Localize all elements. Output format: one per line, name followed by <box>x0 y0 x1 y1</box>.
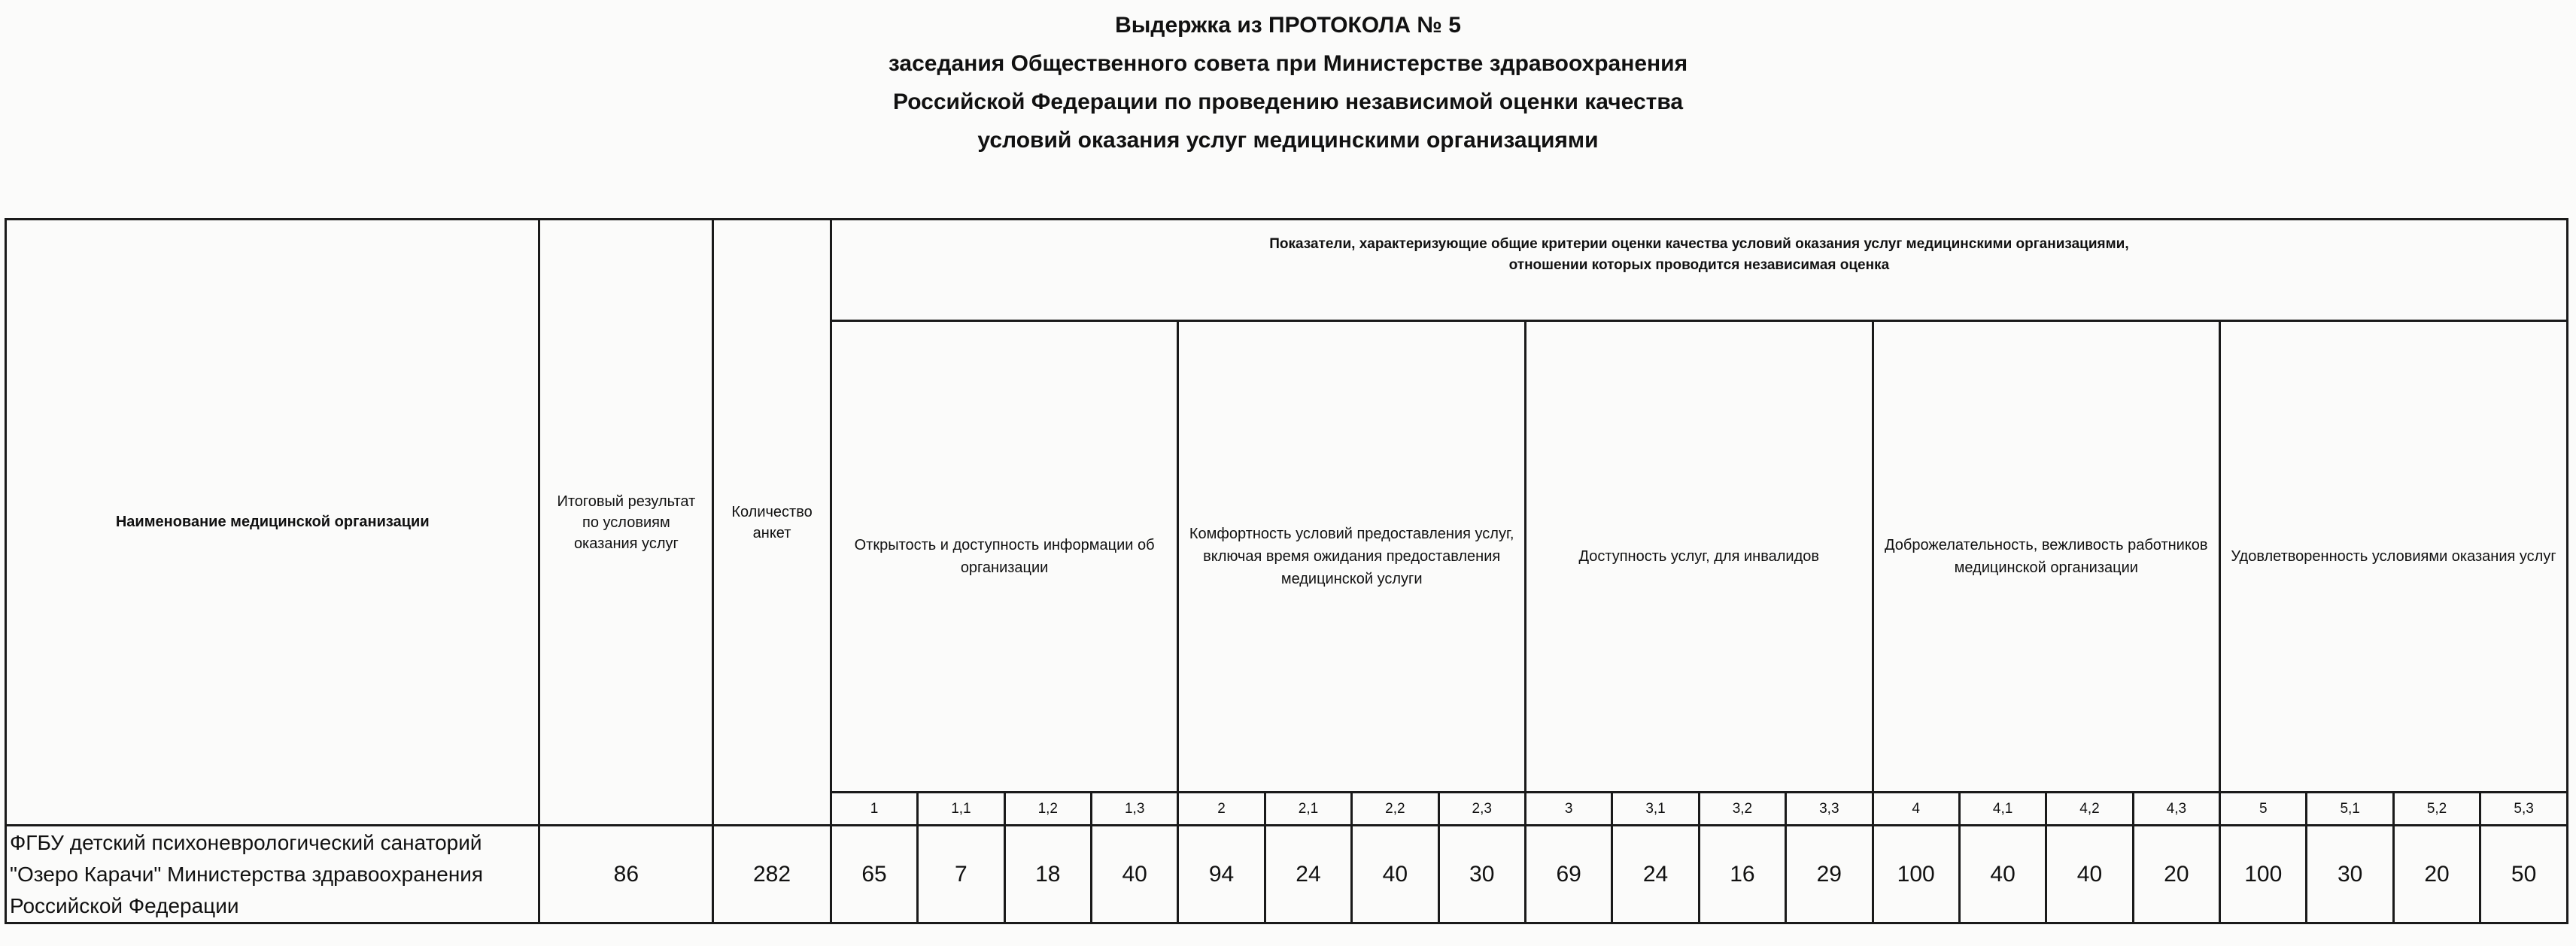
title-line-3: Российской Федерации по проведению независимой оценки качества <box>892 89 1684 114</box>
result-cell: 86 <box>539 826 713 923</box>
value-cell: 20 <box>2133 826 2219 923</box>
group-satisfaction: Удовлетворенность условиями оказания услуг <box>2220 321 2568 793</box>
count-cell: 282 <box>713 826 831 923</box>
protocol-title <box>0 0 2576 159</box>
index-cell: 4,2 <box>2046 793 2133 826</box>
index-cell: 1,1 <box>918 793 1004 826</box>
value-cell: 16 <box>1699 826 1785 923</box>
value-cell: 30 <box>2307 826 2393 923</box>
value-cell: 65 <box>831 826 917 923</box>
value-cell: 40 <box>2046 826 2133 923</box>
value-cell: 30 <box>1438 826 1525 923</box>
value-cell: 69 <box>1525 826 1612 923</box>
index-cell: 4,1 <box>1959 793 2046 826</box>
header-org-name: Наименование медицинской организации <box>6 220 539 826</box>
value-cell: 40 <box>1352 826 1438 923</box>
org-name-cell: ФГБУ детский психоневрологический санаторий "Озеро Карачи" Министерства здравоохранения Российской Федерации <box>6 826 539 923</box>
header-criteria <box>831 220 2567 321</box>
criteria-line-1: Показатели, характеризующие общие критерии оценки качества условий оказания услуг медицинскими организациями, <box>1269 236 2129 252</box>
value-cell: 24 <box>1612 826 1699 923</box>
index-cell: 5,2 <box>2393 793 2480 826</box>
index-cell: 1 <box>831 793 917 826</box>
value-cell: 24 <box>1265 826 1351 923</box>
value-cell: 29 <box>1786 826 1873 923</box>
index-cell: 4 <box>1873 793 1959 826</box>
header-result: Итоговый результат по условиям оказания услуг <box>539 220 713 826</box>
value-cell: 100 <box>2220 826 2307 923</box>
group-accessibility: Доступность услуг, для инвалидов <box>1525 321 1873 793</box>
value-cell: 20 <box>2393 826 2480 923</box>
index-cell: 2,3 <box>1438 793 1525 826</box>
index-cell: 5,1 <box>2307 793 2393 826</box>
table-row <box>6 826 2568 923</box>
index-cell: 1,3 <box>1091 793 1177 826</box>
group-openness: Открытость и доступность информации об организации <box>831 321 1178 793</box>
criteria-line-2: отношении которых проводится независимая оценка <box>1508 257 1890 273</box>
index-cell: 3,1 <box>1612 793 1699 826</box>
group-comfort: Комфортность условий предоставления услуг, включая время ожидания предоставления медицинской услуги <box>1178 321 1526 793</box>
index-cell: 2,2 <box>1352 793 1438 826</box>
index-cell: 4,3 <box>2133 793 2219 826</box>
index-cell: 2,1 <box>1265 793 1351 826</box>
value-cell: 7 <box>918 826 1004 923</box>
title-line-2: заседания Общественного совета при Министерстве здравоохранения <box>888 51 1688 76</box>
index-cell: 3,3 <box>1786 793 1873 826</box>
value-cell: 50 <box>2480 826 2568 923</box>
group-courtesy: Доброжелательность, вежливость работников медицинской организации <box>1873 321 2220 793</box>
value-cell: 94 <box>1178 826 1265 923</box>
index-cell: 1,2 <box>1004 793 1091 826</box>
value-cell: 100 <box>1873 826 1959 923</box>
assessment-table <box>5 218 2568 924</box>
value-cell: 40 <box>1959 826 2046 923</box>
title-line-4: условий оказания услуг медицинскими организациями <box>977 128 1599 153</box>
index-cell: 2 <box>1178 793 1265 826</box>
header-count: Количество анкет <box>713 220 831 826</box>
value-cell: 40 <box>1091 826 1177 923</box>
value-cell: 18 <box>1004 826 1091 923</box>
index-cell: 5,3 <box>2480 793 2568 826</box>
index-cell: 3 <box>1525 793 1612 826</box>
title-line-1: Выдержка из ПРОТОКОЛА № 5 <box>1115 13 1461 38</box>
index-cell: 5 <box>2220 793 2307 826</box>
index-cell: 3,2 <box>1699 793 1785 826</box>
